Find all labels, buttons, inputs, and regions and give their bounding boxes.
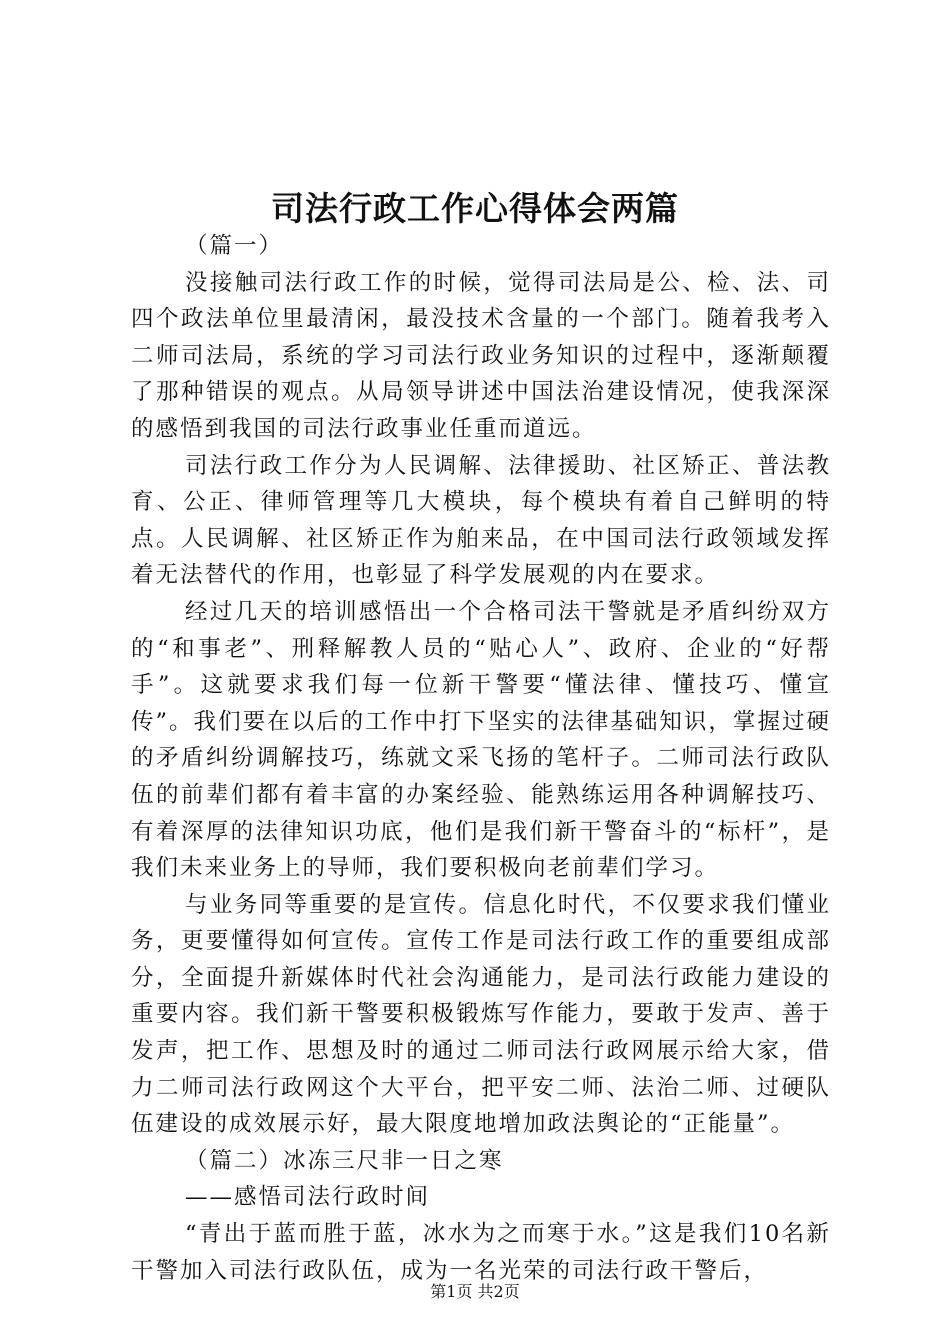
document-title: 司法行政工作心得体会两篇	[271, 189, 679, 228]
page-footer: 第1页 共2页	[430, 1282, 520, 1301]
section-heading-part-one: （篇一）	[185, 233, 284, 259]
body-paragraph: 经过几天的培训感悟出一个合格司法干警就是矛盾纠纷双方的“和事老”、刑释解教人员的“贴心人”、政府、企业的“好帮手”。这就要求我们每一位新干警要“懂法律、懂技巧、懂宣传”。我们要在以后的工作中打下坚实的法律基础知识，掌握过硬的矛盾纠纷调解技巧，练就文采飞扬的笔杆子。二师司法行政队伍的前辈们都有着丰富的办案经验、能熟练运用各种调解技巧、有着深厚的法律知识功底，他们是我们新干警奋斗的“标杆”，是我们未来业务上的导师，我们要积极向老前辈们学习。	[131, 598, 831, 882]
body-paragraph: 没接触司法行政工作的时候，觉得司法局是公、检、法、司四个政法单位里最清闲，最没技术含量的一个部门。随着我考入二师司法局，系统的学习司法行政业务知识的过程中，逐渐颠覆了那种错误的观点。从局领导讲述中国法治建设情况，使我深深的感悟到我国的司法行政事业任重而道远。	[131, 269, 831, 442]
body-paragraph: “青出于蓝而胜于蓝，冰水为之而寒于水。”这是我们10名新干警加入司法行政队伍，成为一名光荣的司法行政干警后，	[131, 1221, 831, 1284]
section-subtitle: ——感悟司法行政时间	[185, 1184, 431, 1211]
document-body	[131, 228, 831, 1289]
section-heading-part-two: （篇二）冰冻三尺非一日之寒	[185, 1147, 504, 1174]
body-paragraph: 与业务同等重要的是宣传。信息化时代，不仅要求我们懂业务，更要懂得如何宣传。宣传工作是司法行政工作的重要组成部分，全面提升新媒体时代社会沟通能力，是司法行政能力建设的重要内容。我们新干警要积极锻炼写作能力，要敢于发声、善于发声，把工作、思想及时的通过二师司法行政网展示给大家，借力二师司法行政网这个大平台，把平安二师、法治二师、过硬队伍建设的成效展示好，最大限度地增加政法舆论的“正能量”。	[131, 891, 831, 1138]
body-paragraph: 司法行政工作分为人民调解、法律援助、社区矫正、普法教育、公正、律师管理等几大模块，每个模块有着自己鲜明的特点。人民调解、社区矫正作为舶来品，在中国司法行政领域发挥着无法替代的作用，也彰显了科学发展观的内在要求。	[131, 452, 831, 589]
